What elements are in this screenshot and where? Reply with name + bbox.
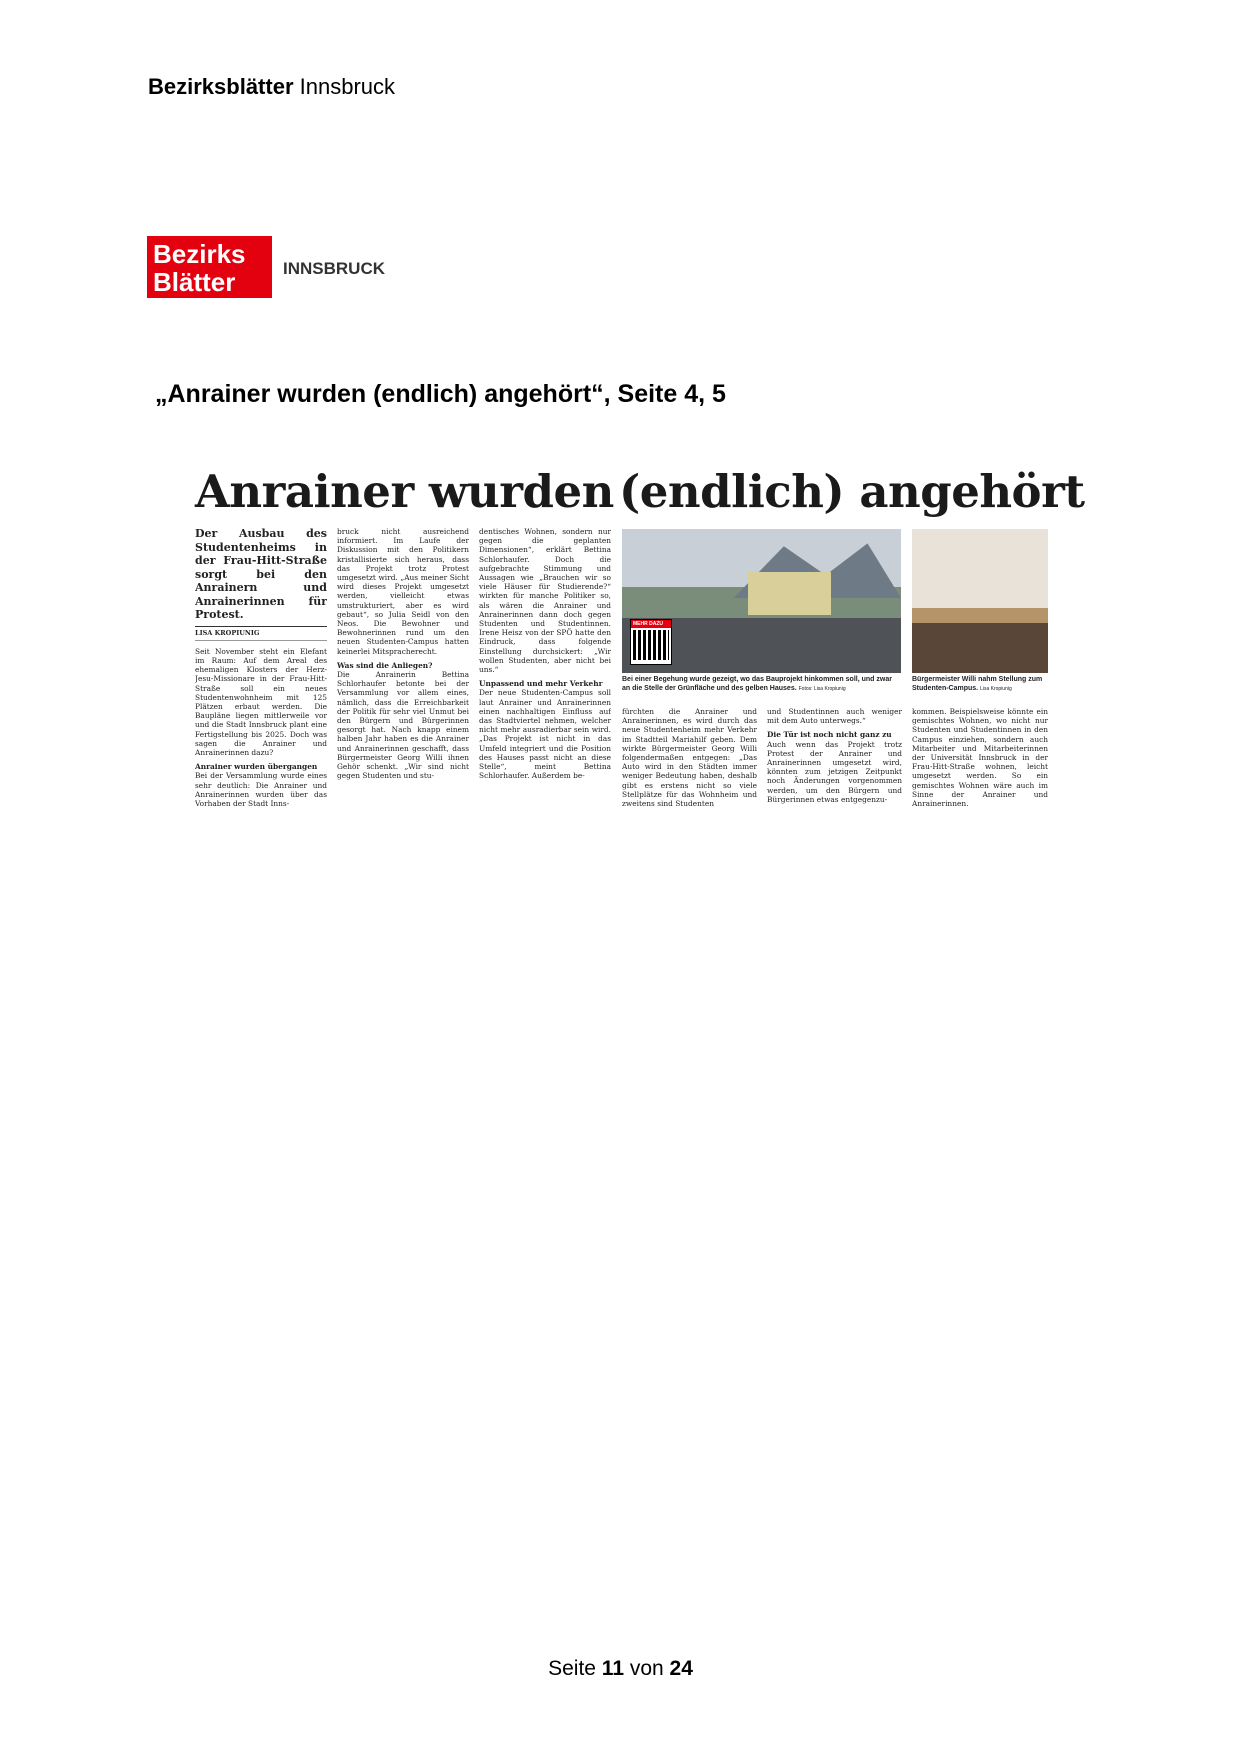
headline-left: Anrainer wurden — [195, 465, 614, 518]
document-header — [148, 74, 395, 100]
subheading: Unpassend und mehr Verkehr — [479, 679, 603, 689]
photo-1-caption: Bei einer Begehung wurde gezeigt, wo das Bauprojekt hinkommen soll, und zwar an die Stelle der Grünfläche und des gelben Hauses. Fotos: Lisa Kropiunig — [622, 676, 892, 692]
column-2-paragraph-2: Die Anrainerin Bettina Schlorhaufer betonte bei der Versammlung vor allem eines, nämlich, dass die Erreichbarkeit der Politik für sehr viel Unmut bei den Bürgern und Bürgerinnen gesorgt hat. Nach knapp einem halben Jahr haben es die Anrainer und Anrainerinnen geschafft, dass Bürgermeister Georg Willi ihnen Gehör schenkt. „Wir sind nicht gegen Studenten und stu- — [337, 670, 469, 781]
clipping-title: „Anrainer wurden (endlich) angehört“, Seite 4, 5 — [155, 380, 726, 408]
article-column-2 — [337, 527, 469, 837]
mayor-photo — [912, 529, 1048, 673]
column-1-paragraph: Seit November steht ein Elefant im Raum: Auf dem Areal des ehemaligen Klosters der Herz-Jesu-Missionare in der Frau-Hitt-Straße soll ein neues Studentenwohnheim mit 125 Plätzen erbaut werden. Die Baupläne liegen mittlerweile vor und die Stadt Innsbruck plant eine Fertigstellung bis 2025. Doch was sagen die Anrainer und Anrainerinnen dazu? — [195, 646, 327, 757]
column-3-paragraph-2: Der neue Studenten-Campus soll laut Anrainer und Anrainerinnen einen nachhaltigen Einfluss auf das Stadtviertel nehmen, welcher nicht mehr ausradierbar sein wird. „Das Projekt ist nicht in das Umfeld integriert und die Position des Hauses passt nicht an diese Stelle“, meint Bettina Schlorhaufer. Außerdem be- — [479, 688, 611, 781]
header-brand: Bezirksblätter — [148, 74, 294, 99]
article-author: LISA KROPIUNIG — [195, 626, 327, 641]
qr-pattern — [633, 630, 669, 660]
newspaper-clipping — [195, 465, 1085, 840]
article-column-4 — [622, 707, 757, 840]
logo-line-1: Bezirks — [153, 239, 246, 269]
qr-label: MEHR DAZU — [631, 620, 671, 628]
column-1-paragraph-2: Bei der Versammlung wurde eines sehr deutlich: Die Anrainer und Anrainerinnen wurden über das Vorhaben der Stadt Inns- — [195, 771, 327, 808]
article-column-3 — [479, 527, 611, 837]
subheading: Anrainer wurden übergangen — [195, 762, 318, 772]
article-column-6 — [912, 707, 1048, 840]
subheading: Die Tür ist noch nicht ganz zu — [767, 730, 892, 740]
article-lead: Der Ausbau des Studentenheims in der Frau-Hitt-Straße sorgt bei den Anrainern und Anrainerinnen für Protest. — [195, 527, 327, 621]
photo-credit: Lisa Kropiunig — [980, 686, 1012, 692]
subheading: Was sind die Anliegen? — [337, 660, 433, 670]
article-headline — [195, 465, 1085, 525]
column-5-paragraph: und Studentinnen auch weniger mit dem Auto unterwegs.“ — [767, 707, 902, 726]
article-column-5 — [767, 707, 902, 840]
logo-line-2: Blätter — [153, 267, 236, 297]
bezirksblaetter-logo — [147, 236, 272, 298]
column-2-paragraph: bruck nicht ausreichend informiert. Im Laufe der Diskussion mit den Politikern kristallisierte sich heraus, dass das Projekt trotz Protest umgesetzt wird. „Aus meiner Sicht wird dieses Projekt umgesetzt werden, vielleicht etwas umstrukturiert, aber es wird gebaut“, so Julia Seidl von den Neos. Die Bewohner und Bewohnerinnen rund um den neuen Studenten-Campus hatten keinerlei Mitspracherecht. — [337, 527, 469, 656]
header-city: Innsbruck — [293, 74, 396, 99]
page-number: Seite 11 von 24 — [548, 1657, 693, 1680]
article-column-1 — [195, 527, 327, 837]
photo-credit: Fotos: Lisa Kropiunig — [798, 686, 846, 692]
qr-code[interactable] — [630, 619, 672, 665]
photo-2-caption: Bürgermeister Willi nahm Stellung zum Studenten-Campus. Lisa Kropiunig — [912, 676, 1043, 692]
column-3-paragraph: dentisches Wohnen, sondern nur gegen die geplanten Dimensionen“, erklärt Bettina Schlorhaufer. Doch die aufgebrachte Stimmung und Aussagen wie „Brauchen wir so viele Häuser für Studierende?“ wirkten für manche Politiker so, als wären die Anrainer und Anrainerinnen dann doch gegen Studenten und Studentinnen. Irene Heisz von der SPÖ hatte den Eindruck, dass folgende Einstellung durchsickert: „Wir wollen Studenten, aber nicht bei uns.“ — [479, 527, 611, 675]
column-5-paragraph-2: Auch wenn das Projekt trotz Protest der Anrainer und Anrainerinnen umgesetzt wird, könnten zum jetzigen Zeitpunkt noch Änderungen vorgenommen werden, um den Bürgern und Bürgerinnen etwas entgegenzu- — [767, 739, 902, 804]
logo-city: INNSBRUCK — [283, 259, 385, 278]
headline-right: (endlich) angehört — [619, 465, 1085, 518]
column-6-paragraph: kommen. Beispielsweise könnte ein gemischtes Wohnen, wo nicht nur Studenten und Studentinnen in den Campus einziehen, sondern auch Mitarbeiter und Mitarbeiterinnen der Universität Innsbruck in der Frau-Hitt-Straße wohnen, leicht umgesetzt werden. So ein gemischtes Wohnen wäre auch im Sinne der Anrainer und Anrainerinnen. — [912, 707, 1048, 809]
site-visit-photo — [622, 529, 901, 673]
column-4-paragraph: fürchten die Anrainer und Anrainerinnen, es wird durch das neue Studentenheim mehr Verkehr im Stadtteil Mariahilf geben. Dem wirkte Bürgermeister Georg Willi folgendermaßen entgegen: „Das Auto wird in den Städten immer weniger Bedeutung haben, deshalb gibt es erstens nicht so viele Stellplätze für das Wohnheim und zweitens sind Studenten — [622, 707, 757, 809]
